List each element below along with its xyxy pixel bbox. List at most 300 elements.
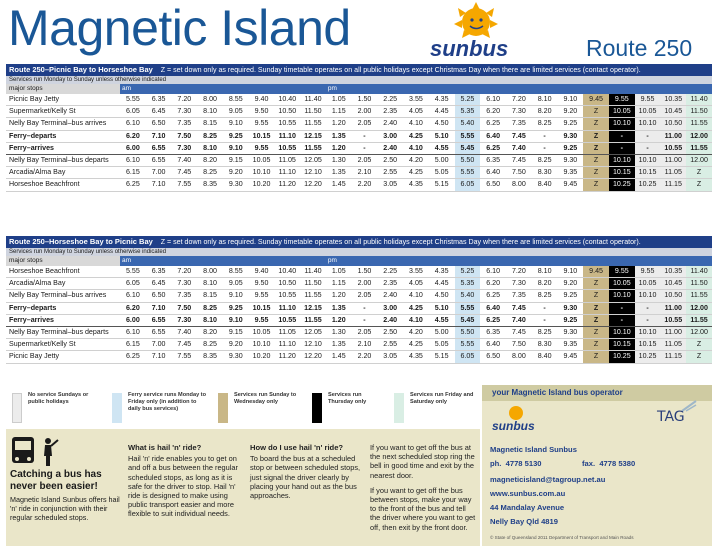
time-cell: 9.30	[557, 302, 583, 314]
time-cell: 5.50	[455, 155, 481, 167]
time-cell: 7.45	[506, 155, 532, 167]
time-cell: 7.30	[171, 278, 197, 290]
time-cell: 8.25	[532, 118, 558, 130]
time-cell: 6.25	[480, 118, 506, 130]
time-cell: 6.40	[480, 167, 506, 179]
time-cell: 3.00	[377, 302, 403, 314]
time-cell: 5.55	[455, 130, 481, 142]
time-cell: 2.00	[352, 278, 378, 290]
time-cell: 9.25	[223, 302, 249, 314]
time-cell: 1.05	[326, 266, 352, 278]
stop-name: Horseshoe Beachfront	[6, 266, 120, 278]
time-cell: 12.20	[300, 179, 326, 191]
time-cell: 8.30	[532, 339, 558, 351]
stop-name: Nelly Bay Terminal–bus arrives	[6, 118, 120, 130]
time-cell: 9.20	[223, 339, 249, 351]
pm-header: pm	[326, 84, 712, 94]
time-cell: 8.10	[532, 266, 558, 278]
time-cell: 11.10	[274, 167, 300, 179]
time-cell: -	[352, 130, 378, 142]
time-cell: 8.25	[197, 302, 223, 314]
address-line-1: 44 Mandalay Avenue	[490, 503, 565, 512]
time-cell: Z	[686, 339, 712, 351]
operator-name: Magnetic Island Sunbus	[490, 445, 577, 454]
time-cell: 2.40	[377, 118, 403, 130]
time-cell: 7.50	[506, 339, 532, 351]
time-cell: 5.40	[455, 290, 481, 302]
time-cell: 10.10	[635, 290, 661, 302]
time-cell: 2.20	[352, 179, 378, 191]
time-cell: 8.20	[532, 278, 558, 290]
time-cell: 1.05	[326, 94, 352, 106]
time-cell: 11.15	[660, 351, 686, 363]
time-cell: 9.10	[557, 94, 583, 106]
time-cell: 8.10	[197, 314, 223, 326]
time-cell: 5.55	[120, 266, 146, 278]
time-cell: 10.20	[249, 179, 275, 191]
timetable-picnic-to-horseshoe	[6, 64, 712, 192]
time-cell: 9.45	[583, 94, 609, 106]
time-cell: 10.25	[635, 179, 661, 191]
time-cell: 4.25	[403, 339, 429, 351]
time-cell: 1.15	[326, 106, 352, 118]
legend-swatch	[12, 393, 22, 423]
time-cell: 12.05	[300, 155, 326, 167]
time-cell: 1.50	[352, 94, 378, 106]
time-cell: 10.40	[274, 94, 300, 106]
time-cell: 5.45	[455, 314, 481, 326]
time-cell: 5.05	[429, 339, 455, 351]
time-cell: 9.30	[557, 155, 583, 167]
time-cell: 8.15	[197, 290, 223, 302]
time-cell: 10.05	[635, 278, 661, 290]
time-cell: 11.55	[300, 314, 326, 326]
table-row	[6, 290, 712, 302]
time-cell: 11.55	[686, 142, 712, 154]
stop-name: Nelly Bay Terminal–bus departs	[6, 155, 120, 167]
time-cell: 10.05	[249, 155, 275, 167]
time-cell: 5.10	[429, 130, 455, 142]
table-row	[6, 351, 712, 363]
time-cell: 12.00	[686, 130, 712, 142]
time-cell: 8.25	[197, 130, 223, 142]
time-cell: 8.00	[506, 179, 532, 191]
time-cell: 8.10	[197, 278, 223, 290]
time-cell: 11.40	[300, 266, 326, 278]
time-cell: 11.10	[274, 130, 300, 142]
legend-item: No service Sundays or public holidays	[28, 392, 89, 405]
time-cell: 10.05	[249, 327, 275, 339]
time-cell: Z	[583, 118, 609, 130]
time-cell: 5.00	[429, 155, 455, 167]
time-cell: 8.20	[532, 106, 558, 118]
time-cell: 9.55	[249, 290, 275, 302]
time-cell: 1.30	[326, 327, 352, 339]
table-row	[6, 130, 712, 142]
time-cell: 7.40	[506, 142, 532, 154]
am-header: am	[120, 256, 326, 266]
time-cell: 11.55	[686, 290, 712, 302]
time-cell: 10.55	[274, 142, 300, 154]
time-cell: 7.40	[171, 155, 197, 167]
time-cell: 11.05	[274, 327, 300, 339]
time-cell: 10.15	[609, 167, 635, 179]
time-cell: Z	[583, 351, 609, 363]
stop-name: Picnic Bay Jetty	[6, 351, 120, 363]
stop-name: Ferry–arrives	[6, 142, 120, 154]
time-cell: 6.25	[120, 179, 146, 191]
time-cell: 5.50	[455, 327, 481, 339]
time-cell: 8.10	[532, 94, 558, 106]
time-cell: Z	[583, 130, 609, 142]
time-cell: 5.25	[455, 266, 481, 278]
time-cell: 10.50	[274, 106, 300, 118]
time-cell: 2.05	[352, 155, 378, 167]
time-cell: 9.30	[557, 327, 583, 339]
time-cell: 8.00	[197, 94, 223, 106]
time-cell: 2.40	[377, 314, 403, 326]
time-cell: 1.35	[326, 130, 352, 142]
time-cell: 8.40	[532, 179, 558, 191]
time-cell: 10.10	[249, 339, 275, 351]
what-title: What is hail 'n' ride?	[128, 443, 202, 452]
time-cell: 6.10	[120, 155, 146, 167]
time-cell: 4.55	[429, 314, 455, 326]
stops-header: major stops	[6, 256, 120, 266]
time-cell: Z	[583, 290, 609, 302]
time-cell: 7.45	[506, 130, 532, 142]
time-cell: 9.10	[557, 266, 583, 278]
time-cell: 7.55	[171, 179, 197, 191]
time-cell: Z	[583, 167, 609, 179]
time-cell: 2.35	[377, 106, 403, 118]
time-cell: 9.20	[223, 167, 249, 179]
time-cell: 8.00	[506, 351, 532, 363]
time-cell: -	[352, 314, 378, 326]
time-cell: 2.55	[377, 339, 403, 351]
time-cell: 6.05	[120, 278, 146, 290]
legend-item: Services run Friday and Saturday only	[410, 392, 474, 405]
table-row	[6, 155, 712, 167]
time-cell: 2.20	[352, 351, 378, 363]
time-cell: 6.10	[120, 327, 146, 339]
table-row	[6, 142, 712, 154]
time-cell: 8.40	[532, 351, 558, 363]
table-row	[6, 339, 712, 351]
time-cell: 12.15	[300, 302, 326, 314]
time-cell: 5.55	[455, 167, 481, 179]
time-cell: 4.35	[403, 179, 429, 191]
time-cell: 7.30	[171, 314, 197, 326]
table-row	[6, 179, 712, 191]
time-cell: 9.50	[249, 278, 275, 290]
time-cell: 11.40	[686, 94, 712, 106]
time-cell: 6.10	[120, 118, 146, 130]
time-cell: Z	[583, 179, 609, 191]
legend-swatch	[218, 393, 228, 423]
time-cell: -	[609, 142, 635, 154]
time-cell: 6.10	[480, 266, 506, 278]
table-row	[6, 118, 712, 130]
time-cell: 4.35	[403, 351, 429, 363]
time-cell: Z	[583, 327, 609, 339]
time-cell: 7.35	[506, 118, 532, 130]
time-cell: 9.55	[249, 118, 275, 130]
time-cell: 11.05	[660, 339, 686, 351]
time-cell: 9.40	[249, 266, 275, 278]
time-cell: 5.55	[455, 302, 481, 314]
time-cell: 6.35	[480, 155, 506, 167]
time-cell: 6.50	[480, 351, 506, 363]
time-cell: 9.30	[223, 351, 249, 363]
time-cell: 9.05	[223, 106, 249, 118]
time-cell: 9.15	[223, 155, 249, 167]
time-cell: 10.10	[609, 155, 635, 167]
time-cell: 6.20	[120, 130, 146, 142]
time-cell: 6.55	[146, 142, 172, 154]
table-row	[6, 278, 712, 290]
time-cell: Z	[686, 351, 712, 363]
time-cell: 6.25	[480, 290, 506, 302]
time-cell: 9.55	[609, 94, 635, 106]
time-cell: 7.10	[146, 179, 172, 191]
time-cell: -	[532, 130, 558, 142]
time-cell: 10.15	[609, 339, 635, 351]
address-line-2: Nelly Bay Qld 4819	[490, 517, 558, 526]
time-cell: 11.05	[660, 167, 686, 179]
time-cell: 1.35	[326, 339, 352, 351]
time-cell: 9.55	[635, 266, 661, 278]
time-cell: 6.15	[120, 339, 146, 351]
stop-name: Ferry–departs	[6, 302, 120, 314]
time-cell: 6.10	[120, 290, 146, 302]
time-cell: 6.40	[480, 302, 506, 314]
time-cell: 9.35	[557, 339, 583, 351]
time-cell: 5.05	[429, 167, 455, 179]
time-cell: 12.00	[686, 155, 712, 167]
time-cell: 2.25	[377, 266, 403, 278]
time-cell: 9.20	[557, 106, 583, 118]
time-cell: -	[635, 314, 661, 326]
time-cell: 3.05	[377, 351, 403, 363]
time-cell: 9.25	[223, 130, 249, 142]
table-row	[6, 314, 712, 326]
time-cell: 9.10	[223, 118, 249, 130]
time-cell: 7.30	[506, 106, 532, 118]
time-cell: 9.05	[223, 278, 249, 290]
time-cell: 11.55	[300, 118, 326, 130]
time-cell: 6.05	[120, 106, 146, 118]
website-link[interactable]: www.sunbus.com.au	[490, 489, 566, 498]
time-cell: 6.50	[480, 179, 506, 191]
time-cell: 12.05	[300, 327, 326, 339]
time-cell: 1.20	[326, 290, 352, 302]
time-cell: 10.25	[635, 351, 661, 363]
phone: ph. 4778 5130	[490, 459, 542, 468]
time-cell: 10.05	[609, 278, 635, 290]
time-cell: 9.25	[557, 314, 583, 326]
time-cell: 6.20	[120, 302, 146, 314]
time-cell: 1.20	[326, 118, 352, 130]
time-cell: 10.05	[635, 106, 661, 118]
stop-name: Picnic Bay Jetty	[6, 94, 120, 106]
time-cell: 2.35	[377, 278, 403, 290]
logo-text: sunbus	[430, 36, 509, 60]
time-cell: 1.30	[326, 155, 352, 167]
time-cell: 2.55	[377, 167, 403, 179]
time-cell: 10.45	[660, 106, 686, 118]
time-cell: Z	[583, 106, 609, 118]
time-cell: 4.10	[403, 290, 429, 302]
time-cell: 2.05	[352, 327, 378, 339]
time-cell: 5.35	[455, 278, 481, 290]
time-cell: 11.00	[660, 302, 686, 314]
time-cell: 7.45	[506, 327, 532, 339]
time-cell: 9.20	[557, 278, 583, 290]
time-cell: 9.40	[249, 94, 275, 106]
time-cell: Z	[583, 339, 609, 351]
time-cell: 7.30	[171, 106, 197, 118]
time-cell: 1.35	[326, 167, 352, 179]
time-cell: 11.00	[660, 327, 686, 339]
time-cell: 5.10	[429, 302, 455, 314]
page-title: Magnetic Island	[8, 0, 351, 56]
table-header: Route 250–Horseshoe Bay to Picnic Bay Z = set down only as required. Sunday timetable operates on all public holidays except Christmas Day when there are limited services (contact operator).	[6, 236, 712, 248]
time-cell: -	[532, 142, 558, 154]
time-cell: 8.35	[197, 179, 223, 191]
time-cell: Z	[583, 314, 609, 326]
time-cell: 11.15	[660, 179, 686, 191]
time-cell: 7.55	[171, 351, 197, 363]
time-cell: 8.10	[197, 142, 223, 154]
time-cell: 6.05	[455, 179, 481, 191]
time-cell: 9.30	[223, 179, 249, 191]
stop-name: Horseshoe Beachfront	[6, 179, 120, 191]
time-cell: 6.45	[146, 106, 172, 118]
time-cell: 10.50	[274, 278, 300, 290]
time-cell: 2.40	[377, 290, 403, 302]
time-cell: 10.10	[635, 327, 661, 339]
time-cell: 7.40	[506, 314, 532, 326]
time-cell: 7.50	[506, 167, 532, 179]
timetable-horseshoe-to-picnic	[6, 236, 712, 364]
time-cell: 9.55	[609, 266, 635, 278]
time-cell: 9.45	[557, 179, 583, 191]
time-cell: 9.25	[557, 118, 583, 130]
legend-item: Ferry service runs Monday to Friday only (in addition to daily bus services)	[128, 392, 207, 412]
time-cell: 7.45	[171, 167, 197, 179]
table-row	[6, 106, 712, 118]
time-cell: 10.15	[635, 339, 661, 351]
time-cell: 9.35	[557, 167, 583, 179]
time-cell: 10.05	[609, 106, 635, 118]
time-cell: 8.35	[197, 351, 223, 363]
time-cell: 12.10	[300, 167, 326, 179]
time-cell: 1.20	[326, 314, 352, 326]
time-cell: 10.55	[274, 290, 300, 302]
time-cell: 4.35	[429, 266, 455, 278]
time-cell: 10.25	[609, 351, 635, 363]
catch-body: Magnetic Island Sunbus offers hail 'n' ride in conjunction with their regular scheduled stops.	[10, 495, 120, 522]
time-cell: 7.30	[506, 278, 532, 290]
time-cell: 1.35	[326, 302, 352, 314]
time-cell: 7.50	[171, 302, 197, 314]
time-cell: 8.20	[197, 327, 223, 339]
time-cell: 11.55	[300, 290, 326, 302]
time-cell: 4.45	[429, 278, 455, 290]
time-cell: 6.10	[480, 94, 506, 106]
time-cell: 10.45	[660, 278, 686, 290]
time-cell: 10.10	[249, 167, 275, 179]
time-cell: 8.25	[197, 167, 223, 179]
time-cell: 7.20	[506, 266, 532, 278]
operator-header: your Magnetic Island bus operator	[482, 385, 712, 401]
time-cell: 4.25	[403, 130, 429, 142]
time-cell: Z	[583, 278, 609, 290]
time-cell: 9.50	[249, 106, 275, 118]
time-cell: 8.30	[532, 167, 558, 179]
time-cell: Z	[686, 179, 712, 191]
time-cell: 7.10	[146, 130, 172, 142]
time-cell: 8.55	[223, 266, 249, 278]
time-cell: 10.20	[249, 351, 275, 363]
time-cell: 10.55	[660, 142, 686, 154]
legend-swatch	[394, 393, 404, 423]
time-cell: -	[352, 302, 378, 314]
stops-header: major stops	[6, 84, 120, 94]
time-cell: 4.50	[429, 290, 455, 302]
time-cell: 6.35	[146, 94, 172, 106]
time-cell: -	[532, 302, 558, 314]
time-cell: 12.20	[300, 351, 326, 363]
time-cell: 2.05	[352, 118, 378, 130]
time-cell: 7.35	[171, 290, 197, 302]
time-cell: 2.40	[377, 142, 403, 154]
email-link[interactable]: magneticisland@tagroup.net.au	[490, 475, 606, 484]
time-cell: 8.10	[197, 106, 223, 118]
time-cell: 6.55	[146, 155, 172, 167]
stop-name: Ferry–departs	[6, 130, 120, 142]
table-subheader: Services run Monday to Sunday unless otherwise indicated	[6, 248, 712, 256]
time-cell: 9.30	[557, 130, 583, 142]
time-cell: 11.50	[300, 278, 326, 290]
how-title: How do I use hail 'n' ride?	[250, 443, 344, 452]
table-header: Route 250–Picnic Bay to Horseshoe Bay Z = set down only as required. Sunday timetable operates on all public holidays except Christmas Day when there are limited services (contact operator).	[6, 64, 712, 76]
time-cell: 4.10	[403, 314, 429, 326]
table-row	[6, 94, 712, 106]
time-cell: 1.45	[326, 179, 352, 191]
time-cell: 2.10	[352, 167, 378, 179]
time-cell: Z	[686, 167, 712, 179]
time-cell: 10.55	[660, 314, 686, 326]
time-cell: 9.25	[557, 290, 583, 302]
time-cell: 6.50	[146, 290, 172, 302]
time-cell: 9.15	[223, 327, 249, 339]
time-cell: 6.55	[146, 327, 172, 339]
time-cell: 6.25	[480, 314, 506, 326]
time-cell: 1.45	[326, 351, 352, 363]
time-cell: 9.45	[583, 266, 609, 278]
time-cell: 11.10	[274, 339, 300, 351]
time-cell: 12.10	[300, 339, 326, 351]
time-cell: 6.55	[146, 314, 172, 326]
time-cell: 6.20	[480, 278, 506, 290]
sunbus-sun-logo	[428, 2, 552, 60]
legend-swatch	[312, 393, 322, 423]
time-cell: 5.45	[455, 142, 481, 154]
time-cell: 12.00	[686, 327, 712, 339]
svg-text:sunbus: sunbus	[492, 419, 535, 433]
